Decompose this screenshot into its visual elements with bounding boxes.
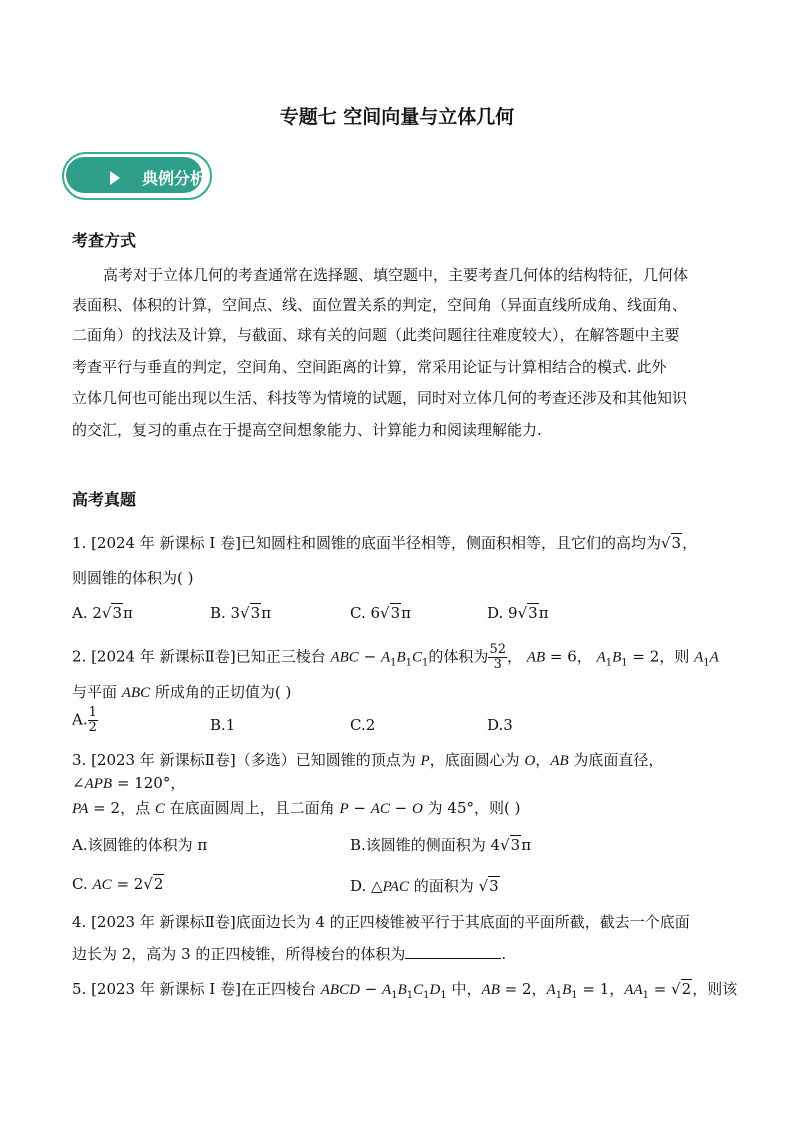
q3-option-c[interactable]: C. AC = 2√2 bbox=[72, 875, 164, 893]
question-5-line-1: 5. [2023 年 新课标 I 卷]在正四棱台 ABCD − $A_1B_1C_1D_1$ 中，AB = 2，$A_1B_1 = 1$，$AA_1 = √2$，则该 bbox=[72, 980, 738, 1001]
q2-option-a[interactable]: A. $\frac{1}{2}$ bbox=[72, 705, 97, 735]
page-title: 专题七 空间向量与立体几何 bbox=[279, 106, 515, 128]
question-2-line-1: 2. [2024 年 新课标Ⅱ卷]已知正三棱台 ABC − $A_1B_1C_1$的体积为 $\frac{52}{3}$ ， AB = 6， $A_1B_1 = 2$，则 $A_1A$ bbox=[72, 642, 719, 672]
badge-label: 典例分析 bbox=[142, 169, 207, 188]
q1-option-a[interactable]: A. 2√3π bbox=[72, 604, 133, 622]
play-triangle-icon bbox=[110, 171, 120, 185]
fraction-52-3: $\frac{52}{3}$ bbox=[489, 642, 506, 672]
question-1-line-1: 1. [2024 年 新课标 I 卷]已知圆柱和圆锥的底面半径相等，侧面积相等，且它们的高均为√3， bbox=[72, 534, 698, 552]
sqrt-3: √3 bbox=[660, 534, 682, 552]
question-3-line-2: ∠APB = 120°， bbox=[72, 774, 186, 792]
section-heading-real-exam: 高考真题 bbox=[72, 490, 137, 509]
question-1-line-2: 则圆锥的体积为( ) bbox=[72, 569, 194, 587]
q2-option-d[interactable]: D.3 bbox=[487, 716, 513, 734]
question-2-line-2: 与平面 ABC 所成角的正切值为( ) bbox=[72, 683, 292, 701]
paragraph-line: 表面积、体积的计算，空间点、线、面位置关系的判定，空间角（异面直线所成角、线面角、 bbox=[72, 296, 688, 314]
answer-blank[interactable] bbox=[405, 944, 501, 959]
q1-option-c[interactable]: C. 6√3π bbox=[350, 604, 411, 622]
q1-text: 1. [2024 年 新课标 I 卷]已知圆柱和圆锥的底面半径相等，侧面积相等，且它们的高均为 bbox=[72, 534, 661, 552]
q3-option-b[interactable]: B.该圆锥的侧面积为 4√3π bbox=[350, 836, 532, 854]
paragraph-line: 二面角）的找法及计算，与截面、球有关的问题（此类问题往往难度较大），在解答题中主要 bbox=[72, 326, 680, 344]
q1-option-b[interactable]: B. 3√3π bbox=[210, 604, 272, 622]
paragraph-line: 考查平行与垂直的判定，空间角、空间距离的计算，常采用论证与计算相结合的模式. 此外 bbox=[72, 358, 667, 376]
q2-option-b[interactable]: B.1 bbox=[210, 716, 236, 734]
paragraph-line: 的交汇，复习的重点在于提高空间想象能力、计算能力和阅读理解能力. bbox=[72, 421, 542, 439]
q2-option-c[interactable]: C.2 bbox=[350, 716, 376, 734]
section-badge bbox=[62, 152, 214, 202]
question-3-line-1: 3. [2023 年 新课标Ⅱ卷]（多选）已知圆锥的顶点为 P，底面圆心为 O，AB 为底面直径， bbox=[72, 751, 664, 769]
q1-option-d[interactable]: D. 9√3π bbox=[487, 604, 549, 622]
q3-option-a[interactable]: A.该圆锥的体积为 π bbox=[72, 836, 208, 854]
question-4-line-2: 边长为 2，高为 3 的正四棱锥，所得棱台的体积为 . bbox=[72, 945, 507, 963]
question-3-line-3: PA = 2，点 C 在底面圆周上，且二面角 P − AC − O 为 45°，则( ) bbox=[72, 799, 521, 817]
question-4-line-1: 4. [2023 年 新课标Ⅱ卷]底面边长为 4 的正四棱锥被平行于其底面的平面所截，截去一个底面 bbox=[72, 913, 690, 931]
paragraph-line: 立体几何也可能出现以生活、科技等为情境的试题，同时对立体几何的考查还涉及和其他知识 bbox=[72, 389, 688, 407]
paragraph-line: 高考对于立体几何的考查通常在选择题、填空题中，主要考查几何体的结构特征，几何体 bbox=[103, 266, 689, 284]
q3-option-d[interactable]: D. △PAC 的面积为 √3 bbox=[350, 877, 499, 895]
section-heading-exam-style: 考查方式 bbox=[72, 231, 137, 250]
